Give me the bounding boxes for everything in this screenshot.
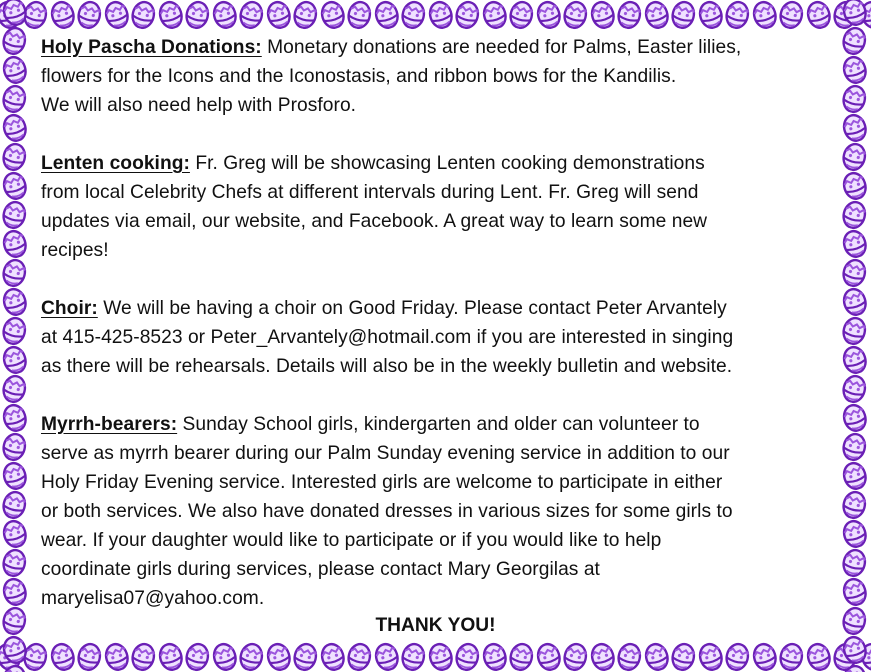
easter-egg-icon [0, 660, 30, 672]
egg-border-left [0, 0, 32, 672]
section-title: Holy Pascha Donations: [41, 37, 262, 58]
section-text: as there will be rehearsals. Details will also be in the weekly bulletin and website. [41, 356, 733, 377]
section-text: Monetary donations are needed for Palms, Easter lilies, [267, 37, 742, 58]
section-text: maryelisa07@yahoo.com. [41, 588, 265, 609]
section-first-line [41, 149, 833, 178]
section-text: Sunday School girls, kindergarten and older can volunteer to [182, 414, 700, 435]
section-text: coordinate girls during services, please contact Mary Georgilas at [41, 559, 600, 580]
egg-border-bottom [0, 640, 871, 672]
easter-egg-icon [839, 660, 871, 672]
section-text: We will also need help with Prosforo. [41, 95, 357, 116]
section-text: Holy Friday Evening service. Interested girls are welcome to participate in either [41, 472, 723, 493]
section-text: serve as myrrh bearer during our Palm Sunday evening service in addition to our [41, 443, 730, 464]
section-lenten-cooking [41, 149, 833, 265]
egg-border-right [838, 0, 871, 672]
section-text: updates via email, our website, and Facebook. A great way to learn some new [41, 211, 708, 232]
section-first-line [41, 33, 833, 62]
section-title: Choir: [41, 298, 98, 319]
section-first-line [41, 294, 833, 323]
section-text: flowers for the Icons and the Iconostasis, and ribbon bows for the Kandilis. [41, 66, 677, 87]
section-pascha-donations [41, 33, 833, 120]
section-title: Myrrh-bearers: [41, 414, 178, 435]
section-text: Fr. Greg will be showcasing Lenten cooking demonstrations [195, 153, 705, 174]
section-text: We will be having a choir on Good Friday. Please contact Peter Arvantely [103, 298, 727, 319]
thank-you-closing: THANK YOU! [375, 615, 496, 636]
section-title: Lenten cooking: [41, 153, 190, 174]
section-first-line [41, 410, 833, 439]
announcement-body [41, 33, 833, 642]
egg-border-top [0, 0, 871, 30]
section-text: or both services. We also have donated dresses in various sizes for some girls to [41, 501, 733, 522]
section-myrrh-bearers [41, 410, 833, 613]
section-choir [41, 294, 833, 381]
section-text: wear. If your daughter would like to participate or if you would like to help [41, 530, 662, 551]
section-text: recipes! [41, 240, 109, 261]
section-text: at 415-425-8523 or Peter_Arvantely@hotmail.com if you are interested in singing [41, 327, 734, 348]
section-text: from local Celebrity Chefs at different intervals during Lent. Fr. Greg will send [41, 182, 699, 203]
